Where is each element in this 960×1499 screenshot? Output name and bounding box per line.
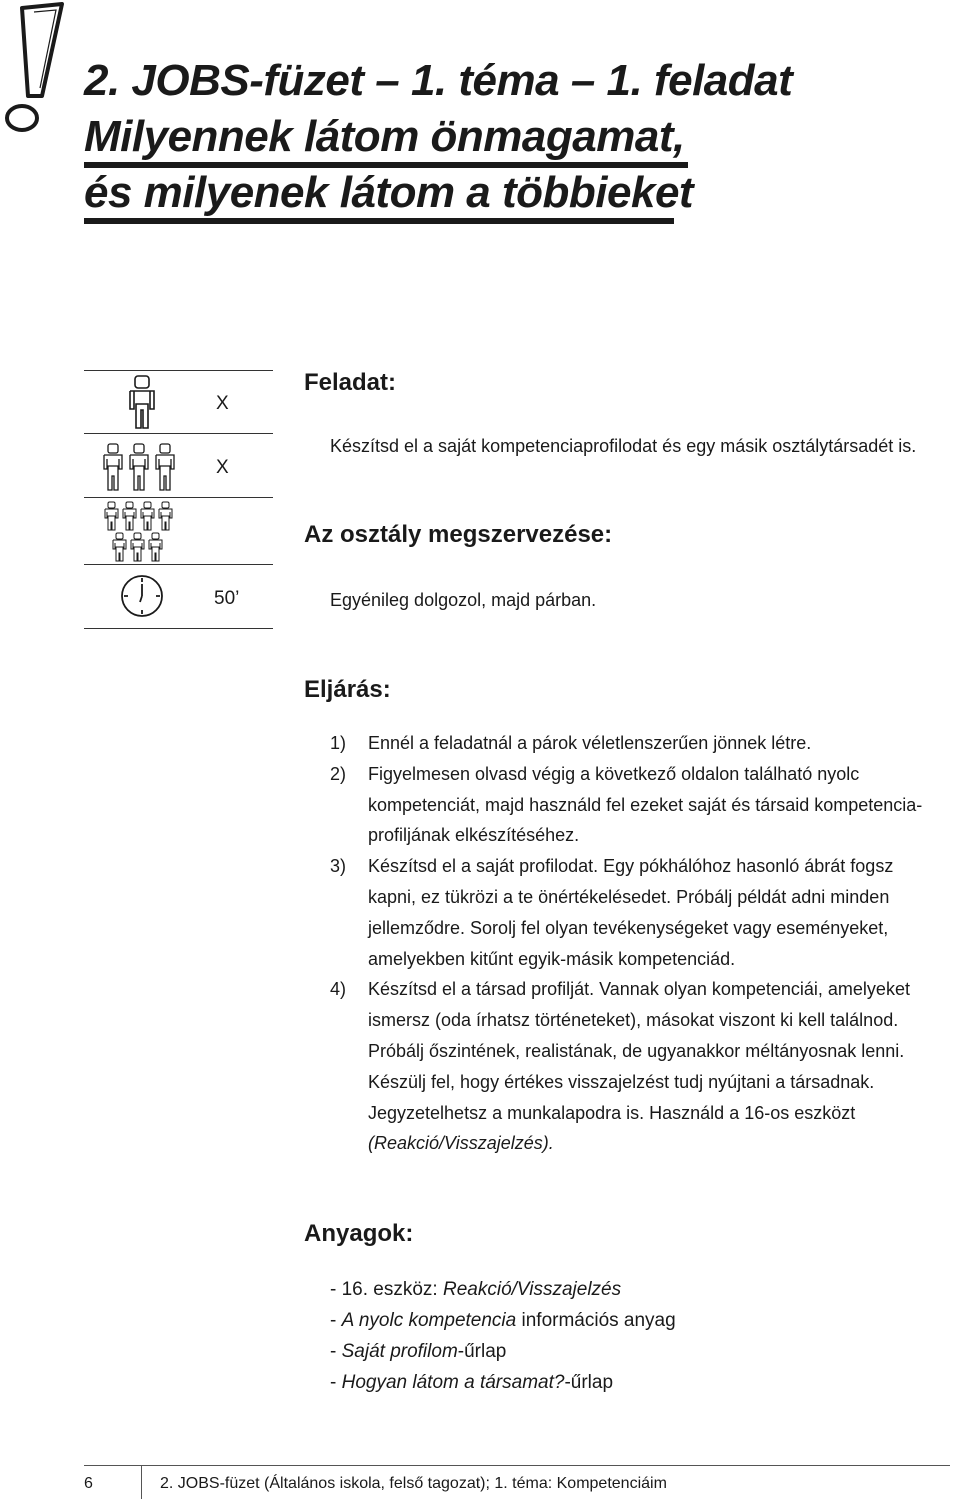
title-underline <box>84 218 674 224</box>
step-number: 4) <box>330 979 347 1000</box>
step-text: Ennél a feladatnál a párok véletlenszerűen jönnek létre. <box>368 733 812 753</box>
group-of-people-icon <box>102 442 182 494</box>
step-text: Készítsd el a saját profilodat. Egy pókhálóhoz hasonló ábrát fogsz kapni, ez tükrözi a te önértékelésedet. Próbálj példát adni minden jellemződre. Sorolj fel olyan tevékenységeket vagy eseményeket, amelyekben kitűnt egyik-másik kompetenciád. <box>368 856 894 969</box>
title-line-1: 2. JOBS-füzet – 1. téma – 1. feladat <box>84 56 793 105</box>
organization-text: Egyénileg dolgozol, majd párban. <box>330 590 597 610</box>
group-work-value: X <box>216 457 229 478</box>
divider <box>84 628 273 629</box>
item-suffix: információs anyag <box>516 1310 676 1331</box>
item-title: Saját profilom <box>341 1341 458 1362</box>
exclamation-mark-icon <box>0 0 80 140</box>
item-title: Hogyan látom a társamat? <box>341 1372 565 1393</box>
step-number: 3) <box>330 856 347 877</box>
item-suffix: -űrlap <box>457 1341 507 1362</box>
divider <box>84 564 273 565</box>
procedure-step <box>330 728 940 759</box>
item-prefix: - 16. eszköz: <box>330 1279 443 1300</box>
step-number: 2) <box>330 763 347 784</box>
item-prefix: - <box>330 1341 342 1362</box>
divider <box>84 370 273 371</box>
title-line-3: és milyenek látom a többieket <box>84 168 694 217</box>
organization-heading: Az osztály megszervezése: <box>304 521 613 548</box>
footer-divider <box>84 1465 950 1466</box>
materials-item <box>330 1274 676 1305</box>
materials-list <box>330 1274 676 1398</box>
materials-item <box>330 1336 676 1367</box>
procedure-heading: Eljárás: <box>304 676 391 703</box>
item-title: A nyolc kompetencia <box>341 1310 517 1331</box>
page-number: 6 <box>84 1475 93 1492</box>
task-heading: Feladat: <box>304 369 397 396</box>
step-text: Figyelmesen olvasd végig a következő oldalon található nyolc kompetenciát, majd használd fel ezeket saját és társaid kompetencia-profiljának elkészítéséhez. <box>368 763 923 846</box>
procedure-step <box>330 851 940 974</box>
procedure-step <box>330 759 940 851</box>
step-reference: (Reakció/Visszajelzés). <box>368 1133 554 1154</box>
procedure-step <box>330 974 940 1159</box>
materials-heading: Anyagok: <box>304 1220 414 1247</box>
step-number: 1) <box>330 733 347 753</box>
item-title: Reakció/Visszajelzés <box>443 1279 622 1300</box>
single-work-value: X <box>216 393 229 414</box>
whole-class-icon <box>104 500 176 564</box>
item-prefix: - <box>330 1372 342 1393</box>
footer-text: 2. JOBS-füzet (Általános iskola, felső tagozat); 1. téma: Kompetenciáim <box>160 1475 667 1492</box>
single-person-icon <box>124 374 160 430</box>
footer-separator <box>141 1465 142 1499</box>
step-text: Készítsd el a társad profilját. Vannak olyan kompetenciái, amelyeket ismersz (oda írhatsz történeteket), másokat viszont ki kell találnod. Próbálj őszintének, realistának, de ugyanakkor méltányosnak lenni. Készülj fel, hogy értékes visszajelzést tudj nyújtani a társadnak. Jegyzetelhetsz a munkalapodra is. Használd a 16-os eszközt <box>368 979 910 1123</box>
clock-icon <box>118 573 166 619</box>
divider <box>84 497 273 498</box>
divider <box>84 433 273 434</box>
materials-item <box>330 1305 676 1336</box>
item-suffix: -űrlap <box>564 1372 614 1393</box>
task-text: Készítsd el a saját kompetenciaprofilodat és egy másik osztálytársadét is. <box>330 436 917 456</box>
title-line-2: Milyennek látom önmagamat, <box>84 112 685 161</box>
item-prefix: - <box>330 1310 342 1331</box>
materials-item <box>330 1367 676 1398</box>
time-value: 50’ <box>214 588 240 609</box>
procedure-steps <box>330 728 940 1159</box>
